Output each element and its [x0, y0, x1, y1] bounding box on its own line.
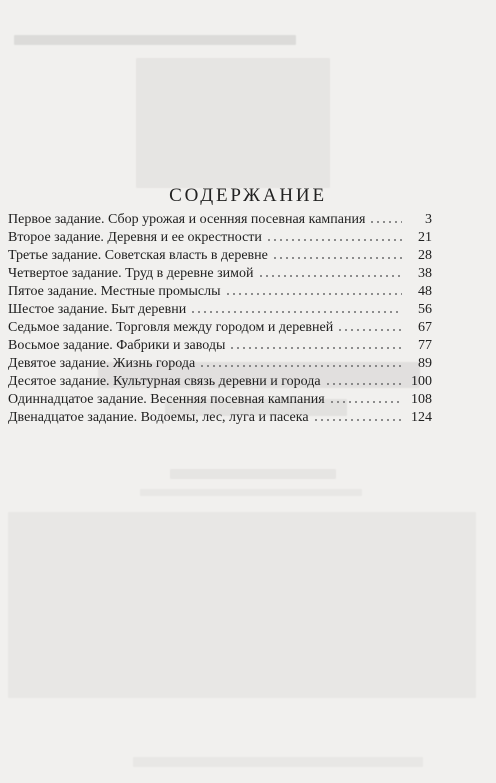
toc-entry [8, 409, 432, 427]
toc-page-number: 89 [418, 356, 432, 371]
page-title: СОДЕРЖАНИЕ [169, 184, 327, 206]
toc-entry [8, 319, 432, 337]
toc-dot-leader [272, 249, 402, 261]
toc-entry [8, 373, 432, 391]
toc-page-number: 56 [418, 302, 432, 317]
toc-dot-leader [229, 339, 402, 351]
toc-entry-title: Десятое задание. Культурная связь деревни и города [8, 374, 321, 389]
toc-page-number: 67 [418, 320, 432, 335]
toc-entry [8, 247, 432, 265]
toc-dot-leader [337, 321, 402, 333]
toc-entry-title: Пятое задание. Местные промыслы [8, 284, 221, 299]
toc-dot-leader [325, 375, 402, 387]
toc-entry-title: Шестое задание. Быт деревни [8, 302, 187, 317]
toc-page-number: 77 [418, 338, 432, 353]
table-of-contents [8, 211, 432, 427]
toc-page-number: 108 [411, 392, 432, 407]
toc-dot-leader [266, 231, 402, 243]
toc-dot-leader [225, 285, 402, 297]
toc-page-number: 48 [418, 284, 432, 299]
toc-page-number: 38 [418, 266, 432, 281]
toc-dot-leader [329, 393, 402, 405]
toc-entry [8, 283, 432, 301]
toc-entry-title: Седьмое задание. Торговля между городом и деревней [8, 320, 334, 335]
toc-page-number: 28 [418, 248, 432, 263]
toc-entry [8, 355, 432, 373]
toc-entry-title: Третье задание. Советская власть в деревне [8, 248, 268, 263]
toc-entry-title: Восьмое задание. Фабрики и заводы [8, 338, 226, 353]
toc-entry [8, 337, 432, 355]
toc-entry [8, 229, 432, 247]
toc-entry-title: Второе задание. Деревня и ее окрестности [8, 230, 262, 245]
toc-dot-leader [313, 411, 402, 423]
toc-entry [8, 301, 432, 319]
toc-entry [8, 391, 432, 409]
toc-page-number: 100 [411, 374, 432, 389]
toc-page-number: 21 [418, 230, 432, 245]
toc-page-number: 3 [425, 212, 432, 227]
toc-dot-leader [369, 213, 402, 225]
toc-page-number: 124 [411, 410, 432, 425]
toc-entry [8, 211, 432, 229]
toc-dot-leader [258, 267, 402, 279]
toc-entry-title: Девятое задание. Жизнь города [8, 356, 196, 371]
toc-entry-title: Одиннадцатое задание. Весенняя посевная кампания [8, 392, 325, 407]
toc-entry-title: Четвертое задание. Труд в деревне зимой [8, 266, 254, 281]
toc-entry-title: Первое задание. Сбор урожая и осенняя посевная кампания [8, 212, 366, 227]
toc-entry [8, 265, 432, 283]
toc-entry-title: Двенадцатое задание. Водоемы, лес, луга и пасека [8, 410, 309, 425]
toc-dot-leader [199, 357, 402, 369]
toc-dot-leader [190, 303, 402, 315]
